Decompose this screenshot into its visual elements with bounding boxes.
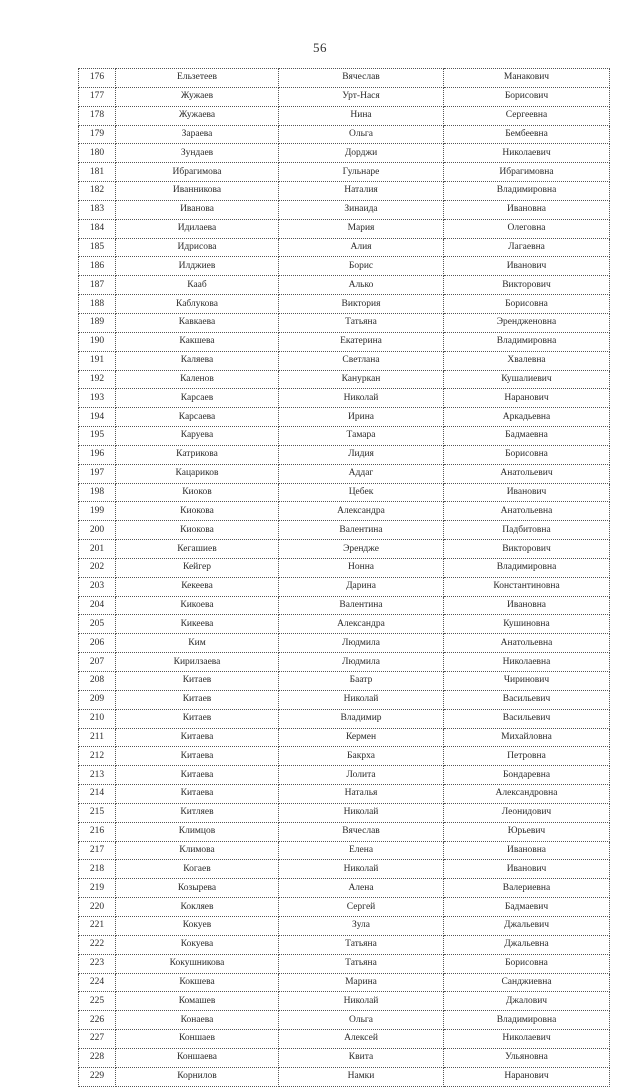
first-name-cell: Наталия <box>279 182 444 201</box>
table-row <box>79 276 610 295</box>
patronymic-cell: Владимировна <box>444 332 610 351</box>
row-number-cell: 202 <box>79 558 116 577</box>
table-row <box>79 502 610 521</box>
row-number-cell: 226 <box>79 1011 116 1030</box>
table-row <box>79 898 610 917</box>
last-name-cell: Кокуева <box>116 935 279 954</box>
first-name-cell: Екатерина <box>279 332 444 351</box>
patronymic-cell: Васильевич <box>444 709 610 728</box>
row-number-cell: 189 <box>79 313 116 332</box>
first-name-cell: Ольга <box>279 125 444 144</box>
patronymic-cell: Михайловна <box>444 728 610 747</box>
last-name-cell: Китляев <box>116 803 279 822</box>
row-number-cell: 182 <box>79 182 116 201</box>
first-name-cell: Алена <box>279 879 444 898</box>
last-name-cell: Кацариков <box>116 464 279 483</box>
table-row <box>79 709 610 728</box>
first-name-cell: Ольга <box>279 1011 444 1030</box>
patronymic-cell: Бондаревна <box>444 766 610 785</box>
first-name-cell: Бакрха <box>279 747 444 766</box>
first-name-cell: Аддаг <box>279 464 444 483</box>
first-name-cell: Светлана <box>279 351 444 370</box>
table-row <box>79 879 610 898</box>
row-number-cell: 229 <box>79 1067 116 1086</box>
first-name-cell: Владимир <box>279 709 444 728</box>
patronymic-cell: Владимировна <box>444 1011 610 1030</box>
last-name-cell: Жужаева <box>116 106 279 125</box>
first-name-cell: Зула <box>279 916 444 935</box>
table-row <box>79 1067 610 1086</box>
first-name-cell: Николай <box>279 803 444 822</box>
last-name-cell: Коншаева <box>116 1048 279 1067</box>
first-name-cell: Баатр <box>279 672 444 691</box>
first-name-cell: Виктория <box>279 295 444 314</box>
table-row <box>79 238 610 257</box>
patronymic-cell: Хвалевна <box>444 351 610 370</box>
patronymic-cell: Николаевич <box>444 144 610 163</box>
last-name-cell: Кегашиев <box>116 540 279 559</box>
last-name-cell: Китаев <box>116 672 279 691</box>
patronymic-cell: Наранович <box>444 389 610 408</box>
first-name-cell: Николай <box>279 860 444 879</box>
first-name-cell: Валентина <box>279 596 444 615</box>
first-name-cell: Татьяна <box>279 935 444 954</box>
patronymic-cell: Олеговна <box>444 219 610 238</box>
first-name-cell: Татьяна <box>279 954 444 973</box>
first-name-cell: Нина <box>279 106 444 125</box>
patronymic-cell: Ивановна <box>444 596 610 615</box>
table-row <box>79 992 610 1011</box>
patronymic-cell: Эрендженовна <box>444 313 610 332</box>
table-row <box>79 295 610 314</box>
first-name-cell: Наталья <box>279 785 444 804</box>
last-name-cell: Кокуев <box>116 916 279 935</box>
last-name-cell: Кекеева <box>116 577 279 596</box>
roster-body <box>79 69 610 1087</box>
table-row <box>79 596 610 615</box>
row-number-cell: 212 <box>79 747 116 766</box>
row-number-cell: 177 <box>79 87 116 106</box>
patronymic-cell: Ивановна <box>444 841 610 860</box>
last-name-cell: Комашев <box>116 992 279 1011</box>
patronymic-cell: Кушиновна <box>444 615 610 634</box>
last-name-cell: Кааб <box>116 276 279 295</box>
row-number-cell: 184 <box>79 219 116 238</box>
last-name-cell: Климцов <box>116 822 279 841</box>
first-name-cell: Николай <box>279 389 444 408</box>
last-name-cell: Каблукова <box>116 295 279 314</box>
table-row <box>79 332 610 351</box>
first-name-cell: Людмила <box>279 653 444 672</box>
first-name-cell: Николай <box>279 992 444 1011</box>
patronymic-cell: Бадмаевич <box>444 898 610 917</box>
table-row <box>79 182 610 201</box>
patronymic-cell: Падбитовна <box>444 521 610 540</box>
patronymic-cell: Иванович <box>444 860 610 879</box>
row-number-cell: 213 <box>79 766 116 785</box>
page-number: 56 <box>313 40 327 55</box>
row-number-cell: 191 <box>79 351 116 370</box>
row-number-cell: 195 <box>79 427 116 446</box>
patronymic-cell: Сергеевна <box>444 106 610 125</box>
table-row <box>79 125 610 144</box>
last-name-cell: Каруева <box>116 427 279 446</box>
row-number-cell: 218 <box>79 860 116 879</box>
row-number-cell: 214 <box>79 785 116 804</box>
first-name-cell: Тамара <box>279 427 444 446</box>
row-number-cell: 216 <box>79 822 116 841</box>
table-row <box>79 219 610 238</box>
last-name-cell: Ибрагимова <box>116 163 279 182</box>
table-row <box>79 558 610 577</box>
row-number-cell: 211 <box>79 728 116 747</box>
patronymic-cell: Константиновна <box>444 577 610 596</box>
last-name-cell: Кейгер <box>116 558 279 577</box>
last-name-cell: Кавкаева <box>116 313 279 332</box>
patronymic-cell: Ибрагимовна <box>444 163 610 182</box>
last-name-cell: Карсаев <box>116 389 279 408</box>
row-number-cell: 219 <box>79 879 116 898</box>
table-row <box>79 1011 610 1030</box>
table-row <box>79 389 610 408</box>
row-number-cell: 178 <box>79 106 116 125</box>
row-number-cell: 179 <box>79 125 116 144</box>
last-name-cell: Идилаева <box>116 219 279 238</box>
table-row <box>79 87 610 106</box>
table-row <box>79 841 610 860</box>
patronymic-cell: Анатольевна <box>444 502 610 521</box>
first-name-cell: Дарина <box>279 577 444 596</box>
patronymic-cell: Анатольевич <box>444 464 610 483</box>
patronymic-cell: Бембеевна <box>444 125 610 144</box>
row-number-cell: 176 <box>79 69 116 88</box>
row-number-cell: 185 <box>79 238 116 257</box>
patronymic-cell: Манакович <box>444 69 610 88</box>
first-name-cell: Людмила <box>279 634 444 653</box>
first-name-cell: Квита <box>279 1048 444 1067</box>
table-row <box>79 540 610 559</box>
table-row <box>79 577 610 596</box>
first-name-cell: Лидия <box>279 445 444 464</box>
row-number-cell: 224 <box>79 973 116 992</box>
patronymic-cell: Борисовна <box>444 445 610 464</box>
row-number-cell: 223 <box>79 954 116 973</box>
last-name-cell: Кокляев <box>116 898 279 917</box>
patronymic-cell: Валериевна <box>444 879 610 898</box>
first-name-cell: Зинаида <box>279 200 444 219</box>
table-row <box>79 935 610 954</box>
patronymic-cell: Николаевна <box>444 653 610 672</box>
table-row <box>79 690 610 709</box>
last-name-cell: Корнилов <box>116 1067 279 1086</box>
row-number-cell: 221 <box>79 916 116 935</box>
first-name-cell: Вячеслав <box>279 69 444 88</box>
first-name-cell: Алексей <box>279 1030 444 1049</box>
row-number-cell: 209 <box>79 690 116 709</box>
patronymic-cell: Николаевич <box>444 1030 610 1049</box>
last-name-cell: Когаев <box>116 860 279 879</box>
patronymic-cell: Анатольевна <box>444 634 610 653</box>
row-number-cell: 217 <box>79 841 116 860</box>
table-row <box>79 973 610 992</box>
patronymic-cell: Викторович <box>444 540 610 559</box>
first-name-cell: Валентина <box>279 521 444 540</box>
row-number-cell: 197 <box>79 464 116 483</box>
last-name-cell: Китаева <box>116 728 279 747</box>
row-number-cell: 198 <box>79 483 116 502</box>
patronymic-cell: Джальевич <box>444 916 610 935</box>
last-name-cell: Каленов <box>116 370 279 389</box>
last-name-cell: Ким <box>116 634 279 653</box>
last-name-cell: Кокушникова <box>116 954 279 973</box>
row-number-cell: 227 <box>79 1030 116 1049</box>
first-name-cell: Ирина <box>279 408 444 427</box>
row-number-cell: 206 <box>79 634 116 653</box>
first-name-cell: Елена <box>279 841 444 860</box>
row-number-cell: 222 <box>79 935 116 954</box>
table-row <box>79 954 610 973</box>
last-name-cell: Козырева <box>116 879 279 898</box>
patronymic-cell: Чиринович <box>444 672 610 691</box>
row-number-cell: 192 <box>79 370 116 389</box>
table-row <box>79 1030 610 1049</box>
last-name-cell: Каляева <box>116 351 279 370</box>
last-name-cell: Жужаев <box>116 87 279 106</box>
row-number-cell: 194 <box>79 408 116 427</box>
row-number-cell: 199 <box>79 502 116 521</box>
first-name-cell: Алия <box>279 238 444 257</box>
table-row <box>79 728 610 747</box>
table-row <box>79 653 610 672</box>
last-name-cell: Идрисова <box>116 238 279 257</box>
row-number-cell: 201 <box>79 540 116 559</box>
row-number-cell: 187 <box>79 276 116 295</box>
table-row <box>79 860 610 879</box>
patronymic-cell: Аркадьевна <box>444 408 610 427</box>
row-number-cell: 181 <box>79 163 116 182</box>
first-name-cell: Кермен <box>279 728 444 747</box>
row-number-cell: 207 <box>79 653 116 672</box>
row-number-cell: 186 <box>79 257 116 276</box>
first-name-cell: Александра <box>279 502 444 521</box>
patronymic-cell: Ульяновна <box>444 1048 610 1067</box>
table-row <box>79 69 610 88</box>
last-name-cell: Конаева <box>116 1011 279 1030</box>
patronymic-cell: Борисович <box>444 87 610 106</box>
table-row <box>79 445 610 464</box>
table-row <box>79 483 610 502</box>
table-row <box>79 521 610 540</box>
table-row <box>79 672 610 691</box>
row-number-cell: 228 <box>79 1048 116 1067</box>
first-name-cell: Цебек <box>279 483 444 502</box>
first-name-cell: Татьяна <box>279 313 444 332</box>
patronymic-cell: Санджиевна <box>444 973 610 992</box>
table-row <box>79 766 610 785</box>
patronymic-cell: Петровна <box>444 747 610 766</box>
first-name-cell: Марина <box>279 973 444 992</box>
patronymic-cell: Джалович <box>444 992 610 1011</box>
row-number-cell: 204 <box>79 596 116 615</box>
first-name-cell: Николай <box>279 690 444 709</box>
table-row <box>79 615 610 634</box>
patronymic-cell: Лагаевна <box>444 238 610 257</box>
last-name-cell: Киокова <box>116 502 279 521</box>
table-row <box>79 144 610 163</box>
first-name-cell: Намки <box>279 1067 444 1086</box>
row-number-cell: 196 <box>79 445 116 464</box>
last-name-cell: Кикоева <box>116 596 279 615</box>
patronymic-cell: Кушалиевич <box>444 370 610 389</box>
row-number-cell: 200 <box>79 521 116 540</box>
table-row <box>79 785 610 804</box>
row-number-cell: 190 <box>79 332 116 351</box>
table-row <box>79 408 610 427</box>
table-row <box>79 803 610 822</box>
last-name-cell: Китаева <box>116 785 279 804</box>
last-name-cell: Карсаева <box>116 408 279 427</box>
roster-table <box>78 68 610 1087</box>
patronymic-cell: Наранович <box>444 1067 610 1086</box>
table-row <box>79 464 610 483</box>
last-name-cell: Зараева <box>116 125 279 144</box>
last-name-cell: Иванникова <box>116 182 279 201</box>
table-row <box>79 163 610 182</box>
table-row <box>79 313 610 332</box>
table-row <box>79 200 610 219</box>
patronymic-cell: Джальевна <box>444 935 610 954</box>
row-number-cell: 205 <box>79 615 116 634</box>
last-name-cell: Иванова <box>116 200 279 219</box>
row-number-cell: 180 <box>79 144 116 163</box>
patronymic-cell: Владимировна <box>444 558 610 577</box>
first-name-cell: Вячеслав <box>279 822 444 841</box>
last-name-cell: Китаева <box>116 747 279 766</box>
table-row <box>79 822 610 841</box>
last-name-cell: Китаев <box>116 690 279 709</box>
first-name-cell: Дорджи <box>279 144 444 163</box>
first-name-cell: Кануркан <box>279 370 444 389</box>
patronymic-cell: Леонидович <box>444 803 610 822</box>
last-name-cell: Киокова <box>116 521 279 540</box>
last-name-cell: Кокшева <box>116 973 279 992</box>
patronymic-cell: Бадмаевна <box>444 427 610 446</box>
row-number-cell: 225 <box>79 992 116 1011</box>
patronymic-cell: Васильевич <box>444 690 610 709</box>
patronymic-cell: Владимировна <box>444 182 610 201</box>
last-name-cell: Китаева <box>116 766 279 785</box>
table-row <box>79 916 610 935</box>
row-number-cell: 220 <box>79 898 116 917</box>
patronymic-cell: Иванович <box>444 257 610 276</box>
first-name-cell: Борис <box>279 257 444 276</box>
first-name-cell: Александра <box>279 615 444 634</box>
last-name-cell: Киоков <box>116 483 279 502</box>
table-row <box>79 351 610 370</box>
patronymic-cell: Борисовна <box>444 954 610 973</box>
first-name-cell: Алько <box>279 276 444 295</box>
last-name-cell: Кирилзаева <box>116 653 279 672</box>
patronymic-cell: Борисовна <box>444 295 610 314</box>
last-name-cell: Кикеева <box>116 615 279 634</box>
patronymic-cell: Иванович <box>444 483 610 502</box>
row-number-cell: 188 <box>79 295 116 314</box>
row-number-cell: 208 <box>79 672 116 691</box>
patronymic-cell: Юрьевич <box>444 822 610 841</box>
table-row <box>79 370 610 389</box>
patronymic-cell: Викторович <box>444 276 610 295</box>
first-name-cell: Мария <box>279 219 444 238</box>
row-number-cell: 183 <box>79 200 116 219</box>
last-name-cell: Коншаев <box>116 1030 279 1049</box>
first-name-cell: Гульнаре <box>279 163 444 182</box>
last-name-cell: Илджиев <box>116 257 279 276</box>
first-name-cell: Сергей <box>279 898 444 917</box>
first-name-cell: Нонна <box>279 558 444 577</box>
table-row <box>79 106 610 125</box>
last-name-cell: Какшева <box>116 332 279 351</box>
row-number-cell: 215 <box>79 803 116 822</box>
row-number-cell: 203 <box>79 577 116 596</box>
table-row <box>79 634 610 653</box>
first-name-cell: Урт-Нася <box>279 87 444 106</box>
patronymic-cell: Александровна <box>444 785 610 804</box>
last-name-cell: Ельзетеев <box>116 69 279 88</box>
last-name-cell: Катрикова <box>116 445 279 464</box>
table-row <box>79 1048 610 1067</box>
first-name-cell: Лолита <box>279 766 444 785</box>
row-number-cell: 193 <box>79 389 116 408</box>
patronymic-cell: Ивановна <box>444 200 610 219</box>
row-number-cell: 210 <box>79 709 116 728</box>
last-name-cell: Зундаев <box>116 144 279 163</box>
table-row <box>79 747 610 766</box>
first-name-cell: Эрендже <box>279 540 444 559</box>
last-name-cell: Китаев <box>116 709 279 728</box>
last-name-cell: Климова <box>116 841 279 860</box>
table-row <box>79 427 610 446</box>
table-row <box>79 257 610 276</box>
